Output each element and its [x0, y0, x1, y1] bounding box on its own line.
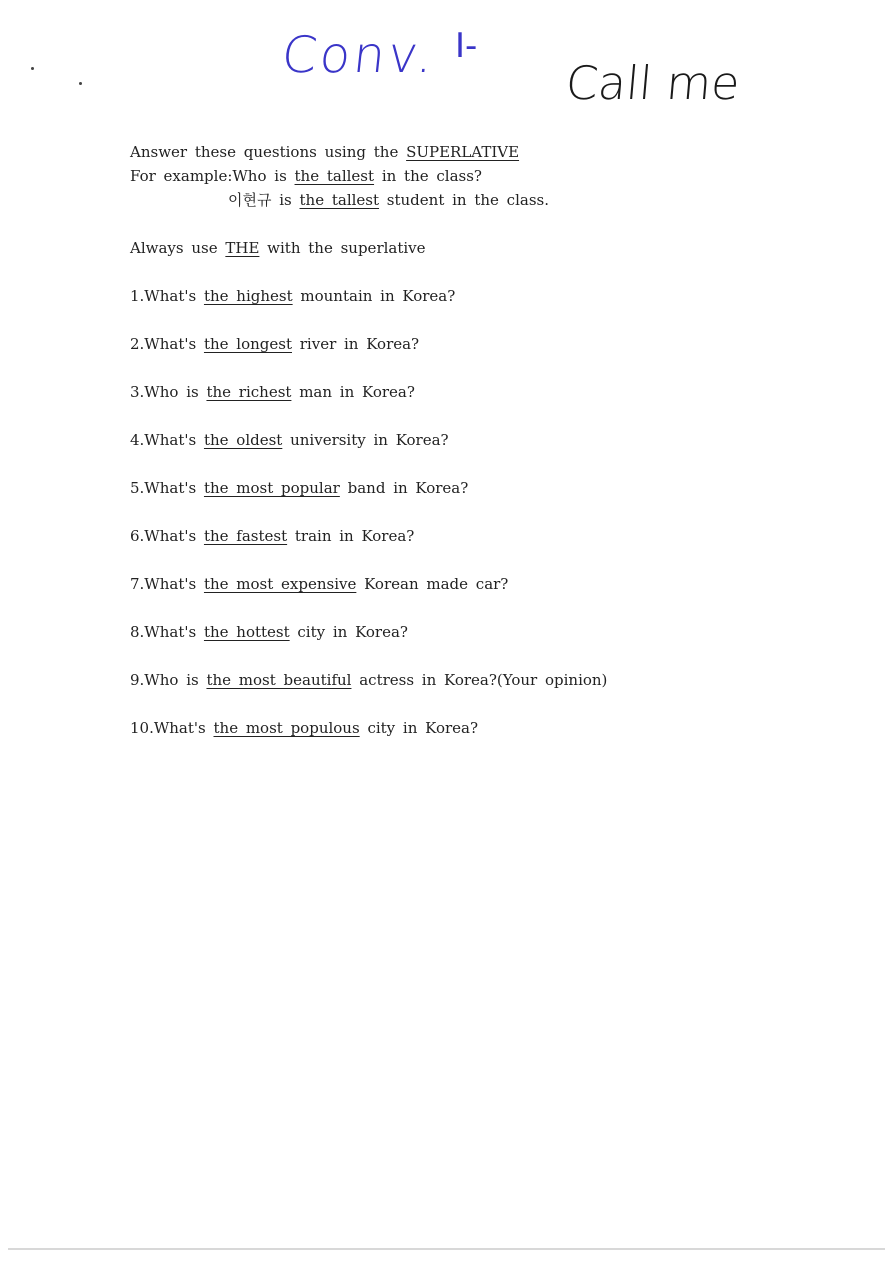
handwritten-mark: I- — [455, 26, 478, 66]
example-text: is — [271, 191, 300, 209]
underlined-term: the most popular — [203, 479, 340, 497]
handwritten-conv-note: Conv. — [278, 26, 439, 84]
question-4: 4.What's the oldest university in Korea? — [130, 431, 449, 449]
underlined-term: the richest — [206, 383, 292, 401]
underlined-term: the most beautiful — [206, 671, 352, 689]
example-text: in the class? — [374, 167, 482, 185]
question-6: 6.What's the fastest train in Korea? — [130, 527, 415, 545]
instruction-text: Answer these questions using the — [130, 143, 407, 161]
rule-text: Always use — [130, 239, 226, 257]
example-text: student in the class. — [379, 191, 549, 209]
example-answer — [130, 188, 830, 212]
underlined-term: the longest — [203, 335, 292, 353]
question-3: 3.Who is the richest man in Korea? — [130, 383, 415, 401]
question-7: 7.What's the most expensive Korean made car? — [130, 575, 509, 593]
rule-text: with the superlative — [259, 239, 426, 257]
underlined-term: the most expensive — [203, 575, 357, 593]
underlined-term: the oldest — [203, 431, 283, 449]
example-name: 이현규 — [228, 191, 272, 209]
question-2: 2.What's the longest river in Korea? — [130, 335, 420, 353]
underlined-term: THE — [225, 239, 260, 257]
worksheet-content — [130, 140, 830, 764]
handwritten-call-me-note: Call me — [563, 56, 742, 110]
example-text: For example:Who is — [130, 167, 295, 185]
underlined-term: SUPERLATIVE — [406, 143, 520, 161]
underlined-term: the highest — [203, 287, 293, 305]
question-8: 8.What's the hottest city in Korea? — [130, 623, 408, 641]
speck — [31, 67, 34, 70]
rule-line — [130, 236, 830, 260]
question-5: 5.What's the most popular band in Korea? — [130, 479, 469, 497]
underlined-term: the hottest — [203, 623, 290, 641]
underlined-term: the tallest — [294, 167, 375, 185]
instruction-line — [130, 140, 830, 164]
question-1: 1.What's the highest mountain in Korea? — [130, 287, 456, 305]
underlined-term: the tallest — [299, 191, 380, 209]
underlined-term: the most populous — [213, 719, 360, 737]
question-10: 10.What's the most populous city in Korea? — [130, 719, 479, 737]
scan-edge-line — [8, 1248, 885, 1250]
underlined-term: the fastest — [203, 527, 288, 545]
example-question — [130, 164, 830, 188]
speck — [79, 82, 82, 85]
question-9: 9.Who is the most beautiful actress in Korea?(Your opinion) — [130, 671, 608, 689]
